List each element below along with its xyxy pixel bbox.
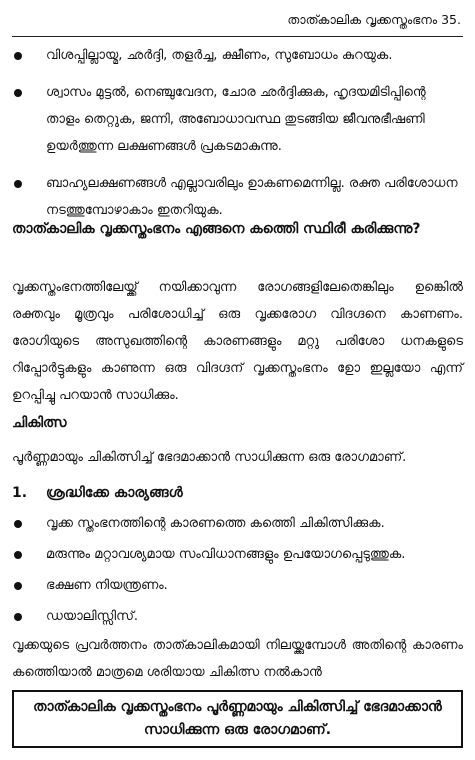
bullet-dot-icon	[14, 551, 22, 559]
callout-text: താത്കാലിക വൃക്കസ്തംഭനം പൂർണ്ണമായും ചികിത്സിച്ച് ഭേദമാക്കാൻ സാധിക്കുന്ന ഒരു രോഗമാണ്.	[33, 699, 442, 738]
symptom-list	[12, 42, 463, 224]
list-item-text: ശ്വാസം മുട്ടൽ, നെഞ്ചുവേദന, ചോര ഛർദ്ദിക്കുക, ഹൃദയമിടിപ്പിന്റെ താളം തെറ്റുക, ജന്നി, അബോധാവസ്ഥ തുടങ്ങിയ ജീവനുഭീഷണി ഉയർത്തുന്ന ലക്ഷണങ്ങൾ പ്രകടമാകുന്നു.	[46, 85, 426, 154]
treatment-intro: പൂർണ്ണമായും ചികിത്സിച്ച് ഭേദമാക്കാൻ സാധിക്കുന്ന ഒരു രോഗമാണ്.	[12, 450, 407, 465]
bullet-dot-icon	[14, 52, 22, 60]
list-item-text: വൃക്ക സ്തംഭനത്തിന്റെ കാരണത്തെ കത്തെി ചികിത്സിക്കുക.	[46, 516, 385, 531]
list-item	[12, 510, 463, 537]
list-item-text: ഭക്ഷണ നിയന്ത്രണം.	[46, 578, 168, 593]
treatment-list	[12, 510, 463, 630]
numbered-heading-title: ശ്രദ്ധിക്കേ കാര്യങ്ങൾ	[46, 485, 183, 501]
section-heading-treatment: ചികിത്സ	[12, 415, 67, 431]
list-item	[12, 541, 463, 568]
list-item-text: വിശപ്പില്ലായ്മ, ഛർദ്ദി, തളർച്ച, ക്ഷീണം, സുബോധം കുറയുക.	[46, 48, 393, 63]
list-item-text: മരുന്നും മറ്റാവശ്യമായ സംവിധാനങ്ങളും ഉപയോഗപ്പെടുത്തുക.	[46, 547, 406, 562]
running-head: താത്കാലിക വൃക്കസ്തംഭനം 35.	[287, 12, 461, 27]
list-item	[12, 79, 463, 160]
bullet-dot-icon	[14, 582, 22, 590]
diagnosis-paragraph: വൃക്കസ്തംഭനത്തിലേയ്ക്ക് നയിക്കാവുന്ന രോഗങ്ങളിലേതെങ്കിലും ഉങ്കെിൽ രക്തവും മൂത്രവും പരിശോധിച്ച് ഒരു വൃക്കരോഗ വിദഗ്ദനെ കാണണം. രോഗിയുടെ അസുഖത്തിന്റെ കാരണങ്ങളും മറ്റു പരിശോ ധനകളുടെ റിപ്പോർട്ടുകളും കാണുന്ന ഒരു വിദഗ്ദന് വൃക്കസ്തംഭനം ഉോ ഇല്ലയോ എന്ന് ഉറപ്പിച്ചു പറയാൻ സാധിക്കും.	[12, 280, 463, 403]
list-item	[12, 572, 463, 599]
list-item-text: ബാഹ്യലക്ഷണങ്ങൾ എല്ലാവരിലും ഉാകണമെന്നില്ല. രക്ത പരിശോധന നടത്തുമ്പോഴാകാം ഇതറിയുക.	[46, 176, 458, 218]
bullet-dot-icon	[14, 613, 22, 621]
list-item	[12, 42, 463, 69]
bullet-dot-icon	[14, 89, 22, 97]
bullet-dot-icon	[14, 520, 22, 528]
numbered-heading-number: 1.	[12, 485, 28, 501]
list-item-text: ഡയാലിസ്സിസ്.	[46, 609, 139, 624]
closing-paragraph: വൃക്കയുടെ പ്രവർത്തനം താത്കാലികമായി നിലയ്ക്കുമ്പോൾ അതിന്റെ കാരണം കത്തെിയാൽ മാത്രമെ ശരിയായ ചികിത്സ നൽകാൻ	[12, 638, 463, 680]
header-rule	[12, 36, 463, 37]
section-heading-diagnosis: താത്കാലിക വൃക്കസ്തംഭനം എങ്ങനെ കത്തെി സ്ഥിരീ കരിക്കുന്നു?	[12, 221, 421, 237]
list-item	[12, 603, 463, 630]
bullet-dot-icon	[14, 180, 22, 188]
callout-box	[12, 690, 463, 748]
